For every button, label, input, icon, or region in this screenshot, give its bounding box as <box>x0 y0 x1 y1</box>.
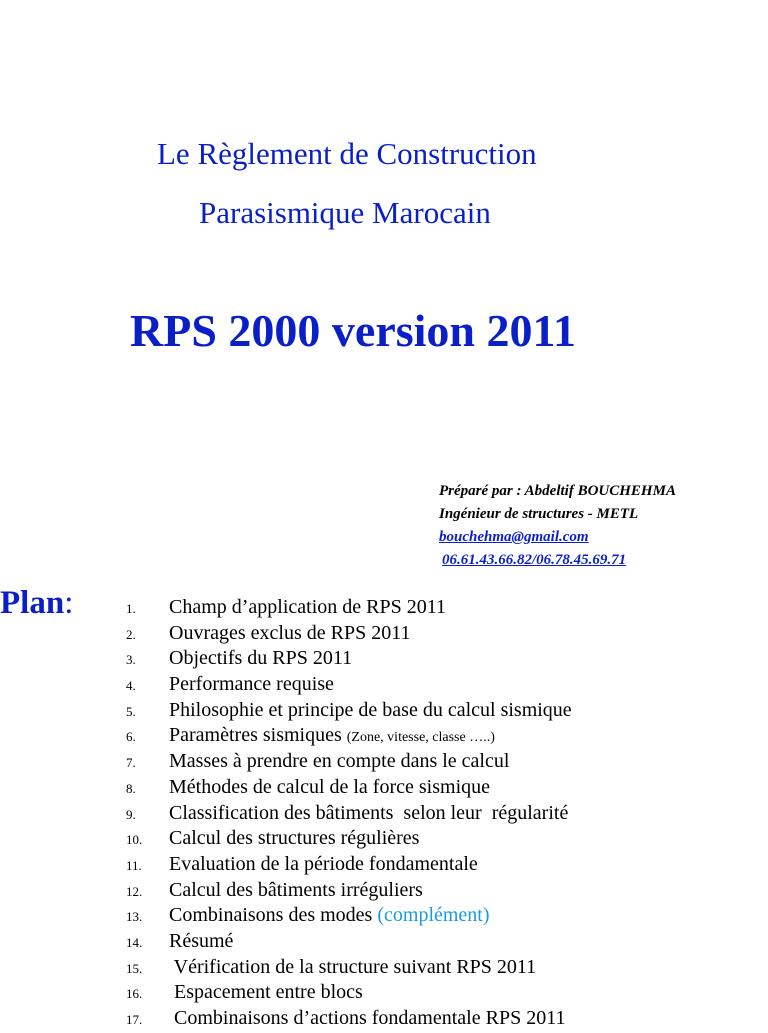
plan-item-text: Evaluation de la période fondamentale <box>169 852 478 875</box>
plan-item-number: 5. <box>126 703 136 719</box>
plan-item-number: 17. <box>126 1012 143 1027</box>
plan-item <box>126 1006 572 1032</box>
plan-item-text: Champ d’application de RPS 2011 <box>169 596 447 618</box>
plan-item-text: Performance requise <box>169 673 334 696</box>
author-role-line: Ingénieur de structures - METL <box>439 506 639 522</box>
plan-item <box>126 749 572 775</box>
plan-item-number: 7. <box>126 755 136 771</box>
plan-item-text: Paramètres sismiques <box>169 724 347 747</box>
plan-item-number: 6. <box>126 729 136 745</box>
plan-item-number: 11. <box>126 857 142 873</box>
plan-item-text: Combinaisons d’actions fondamentale RPS 2011 <box>169 1007 566 1029</box>
plan-item <box>126 929 572 955</box>
plan-item-text: Classification des bâtiments selon leur régularité <box>169 801 569 824</box>
plan-item <box>126 672 572 698</box>
plan-item-text: Combinaisons des modes <box>169 904 378 927</box>
document-main-title: RPS 2000 version 2011 <box>130 305 576 356</box>
email-link[interactable]: bouchehma@gmail.com <box>439 529 589 545</box>
plan-item-text: Espacement entre blocs <box>169 981 363 1004</box>
plan-item <box>126 621 572 647</box>
plan-item <box>126 698 572 724</box>
plan-item-number: 10. <box>126 832 143 848</box>
plan-item-number: 4. <box>126 678 136 694</box>
plan-heading-colon: : <box>64 585 74 621</box>
plan-item-number: 15. <box>126 960 143 976</box>
plan-item-number: 12. <box>126 883 143 899</box>
plan-item-number: 14. <box>126 934 143 950</box>
plan-item-number: 3. <box>126 652 136 668</box>
plan-item <box>126 775 572 801</box>
plan-item-note: (Zone, vitesse, classe …..) <box>346 730 495 746</box>
plan-list <box>126 595 572 1032</box>
plan-item-number: 2. <box>126 626 136 642</box>
plan-item-text: Masses à prendre en compte dans le calcul <box>169 750 510 773</box>
prepared-by-line: Préparé par : Abdeltif BOUCHEHMA <box>439 483 676 499</box>
title-line-1: Le Règlement de Construction <box>157 136 537 171</box>
title-line-2: Parasismique Marocain <box>199 195 491 230</box>
plan-item-text: Ouvrages exclus de RPS 2011 <box>169 621 411 644</box>
plan-item <box>126 878 572 904</box>
plan-item <box>126 852 572 878</box>
plan-item <box>126 903 572 929</box>
plan-item-number: 16. <box>126 986 143 1002</box>
plan-item <box>126 801 572 827</box>
plan-item <box>126 826 572 852</box>
plan-item-number: 9. <box>126 806 136 822</box>
plan-item <box>126 723 572 749</box>
plan-item-text: Calcul des bâtiments irréguliers <box>169 878 423 901</box>
plan-item-number: 1. <box>126 601 136 616</box>
plan-item <box>126 646 572 672</box>
plan-item-text: Philosophie et principe de base du calcul sismique <box>169 698 572 721</box>
phone-link[interactable]: 06.61.43.66.82/06.78.45.69.71 <box>442 552 627 568</box>
plan-item <box>126 595 572 621</box>
plan-item-text: Résumé <box>169 929 234 952</box>
plan-item-text: Calcul des structures régulières <box>169 827 420 850</box>
plan-heading <box>0 585 73 622</box>
plan-item <box>126 955 572 981</box>
author-block <box>439 480 676 572</box>
plan-item-complement: (complément) <box>377 904 490 927</box>
plan-item-text: Vérification de la structure suivant RPS 2011 <box>169 955 537 978</box>
plan-item-number: 13. <box>126 909 143 925</box>
plan-heading-text: Plan <box>0 585 65 621</box>
plan-item-text: Méthodes de calcul de la force sismique <box>169 775 490 798</box>
plan-item-number: 8. <box>126 780 136 796</box>
plan-item-text: Objectifs du RPS 2011 <box>169 647 353 670</box>
plan-item <box>126 980 572 1006</box>
